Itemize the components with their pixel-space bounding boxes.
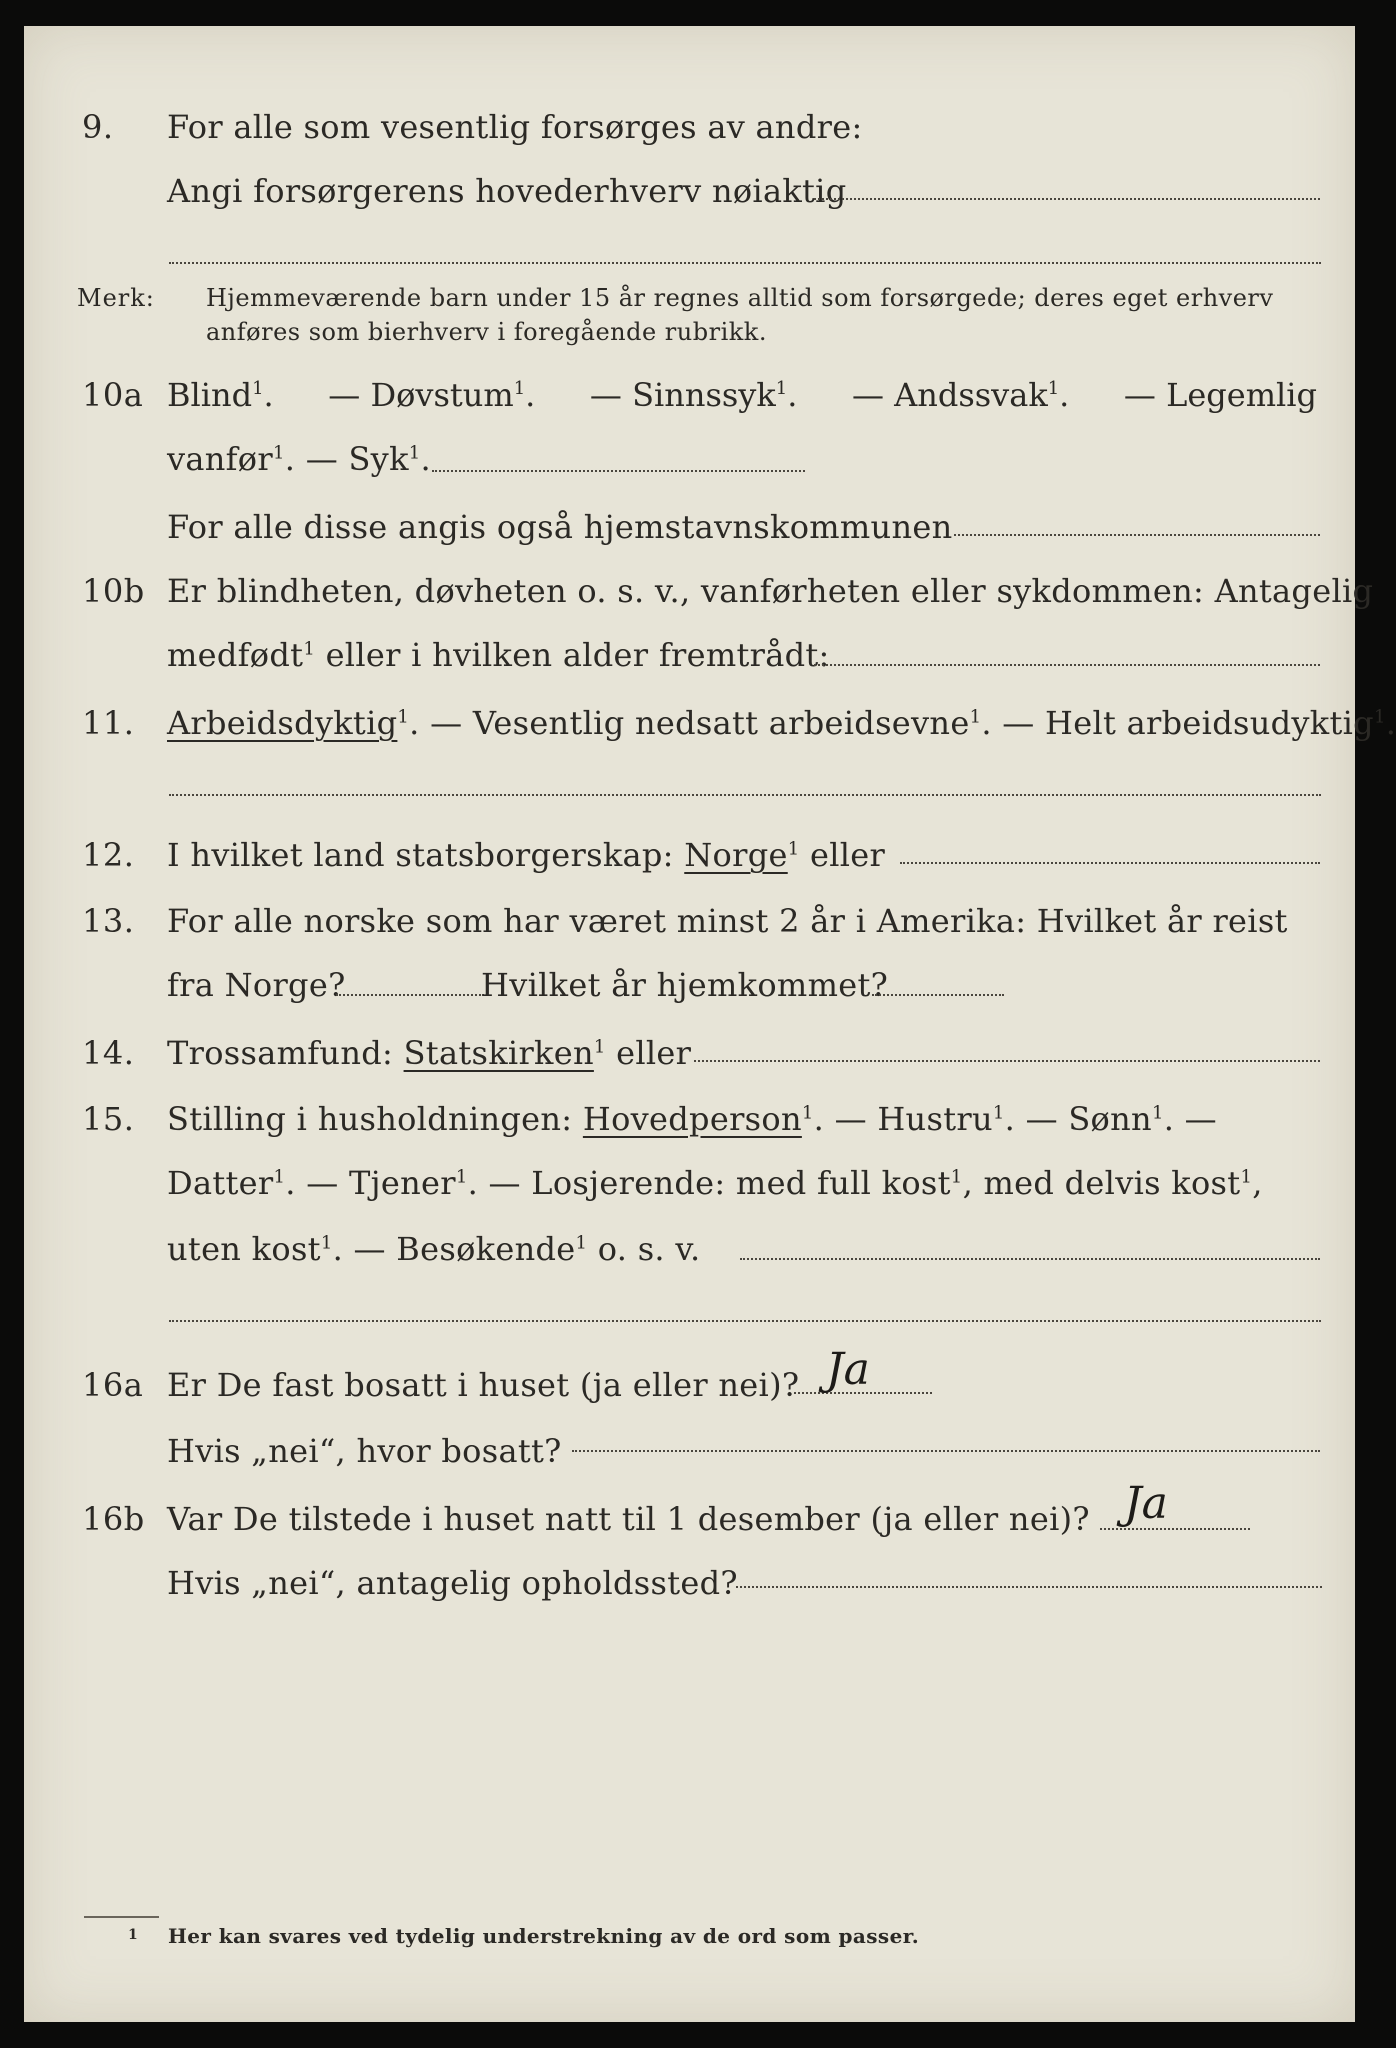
answer-line-q15-continued[interactable] <box>169 1320 1321 1322</box>
note-text-line-1: Hjemmeværende barn under 15 år regnes alltid som forsørgede; deres eget erhverv <box>206 284 1274 312</box>
footnote-mark: 1 <box>128 1927 138 1943</box>
answer-line-q9-continued[interactable] <box>169 262 1321 264</box>
question-number: 14. <box>82 1034 135 1072</box>
answer-line-q10b[interactable] <box>814 664 1320 666</box>
question-13-prompt-hjemkommet: Hvilket år hjemkommet? <box>481 966 889 1004</box>
question-9-text: For alle som vesentlig forsørges av andre: <box>167 108 863 146</box>
answer-line-year-returned[interactable] <box>872 994 1004 996</box>
footnote-rule <box>84 1916 159 1918</box>
option-blind: Blind1. <box>167 376 274 414</box>
question-10b-line-1: Er blindheten, døvheten o. s. v., vanførheten eller sykdommen: Antagelig <box>167 572 1374 610</box>
question-9-prompt: Angi forsørgerens hovederhverv nøiaktig <box>167 172 847 210</box>
footnote-text: Her kan svares ved tydelig understrekning av de ord som passer. <box>168 1924 920 1948</box>
question-number: 12. <box>82 836 135 874</box>
question-15-line-3: uten kost$^1$. — Besøkende$^1$ o. s. v. <box>167 1230 701 1268</box>
question-number: 9. <box>82 108 114 146</box>
underlined-answer: Arbeidsdyktig <box>167 704 398 742</box>
question-16a-text: Er De fast bosatt i huset (ja eller nei)? <box>167 1366 800 1404</box>
question-number: 11. <box>82 704 135 742</box>
question-number: 16b <box>82 1500 145 1538</box>
underlined-answer: Norge <box>684 836 788 874</box>
question-11-options: Arbeidsdyktig$^1$. — Vesentlig nedsatt arbeidsevne$^1$. — Helt arbeidsudyktig$^1$. <box>167 704 1396 742</box>
question-13-line-1: For alle norske som har været minst 2 år i Amerika: Hvilket år reist <box>167 902 1288 940</box>
census-form-page <box>24 26 1396 2022</box>
answer-line-q11[interactable] <box>169 794 1321 796</box>
option-andssvak: — Andssvak1. <box>851 376 1070 414</box>
answer-line-q15[interactable] <box>740 1258 1320 1260</box>
answer-line-q9[interactable] <box>814 198 1320 200</box>
answer-line-q10a[interactable] <box>432 470 805 472</box>
question-10a-options <box>167 376 1317 414</box>
answer-line-q12[interactable] <box>900 862 1320 864</box>
handwritten-answer: Ja <box>826 1344 870 1395</box>
underlined-answer: Statskirken <box>403 1034 594 1072</box>
answer-line-q16b-followup[interactable] <box>736 1586 1322 1588</box>
answer-line-year-left[interactable] <box>336 994 484 996</box>
question-13-prompt-reist: fra Norge? <box>167 966 346 1004</box>
question-10b-line-2: medfødt$^1$ eller i hvilken alder fremtrådt: <box>167 636 830 674</box>
question-number: 15. <box>82 1100 135 1138</box>
question-16a-followup: Hvis „nei“, hvor bosatt? <box>167 1432 562 1470</box>
answer-line-q16a-followup[interactable] <box>572 1450 1320 1452</box>
question-number: 10a <box>82 376 144 414</box>
handwritten-answer: Ja <box>1124 1478 1168 1529</box>
option-sinnssyk: — Sinnssyk1. <box>589 376 798 414</box>
question-16b-followup: Hvis „nei“, antagelig opholdssted? <box>167 1564 738 1602</box>
note-text-line-2: anføres som bierhverv i foregående rubrikk. <box>206 318 767 346</box>
option-dovstum: — Døvstum1. <box>328 376 536 414</box>
question-15-line-1: Stilling i husholdningen: Hovedperson$^1$. — Hustru$^1$. — Sønn$^1$. — <box>167 1100 1217 1138</box>
answer-line-hjemstavnskommune[interactable] <box>954 534 1320 536</box>
option-legemlig: — Legemlig <box>1123 376 1317 414</box>
answer-line-q14[interactable] <box>694 1060 1320 1062</box>
question-number: 16a <box>82 1366 144 1404</box>
question-12-text: I hvilket land statsborgerskap: Norge$^1$ eller <box>167 836 886 874</box>
question-number: 10b <box>82 572 145 610</box>
note-label: Merk: <box>77 284 155 312</box>
underlined-answer: Hovedperson <box>582 1100 802 1138</box>
question-10a-line-3: For alle disse angis også hjemstavnskommunen <box>167 508 953 546</box>
question-16b-text: Var De tilstede i huset natt til 1 desember (ja eller nei)? <box>167 1500 1090 1538</box>
question-10a-line-2: vanfør$^1$. — Syk$^1$. <box>167 440 432 478</box>
question-14-text: Trossamfund: Statskirken$^1$ eller <box>167 1034 692 1072</box>
answer-line-q16b[interactable] <box>1100 1528 1250 1530</box>
question-15-line-2: Datter$^1$. — Tjener$^1$. — Losjerende: med full kost$^1$, med delvis kost$^1$, <box>167 1164 1263 1202</box>
question-number: 13. <box>82 902 135 940</box>
